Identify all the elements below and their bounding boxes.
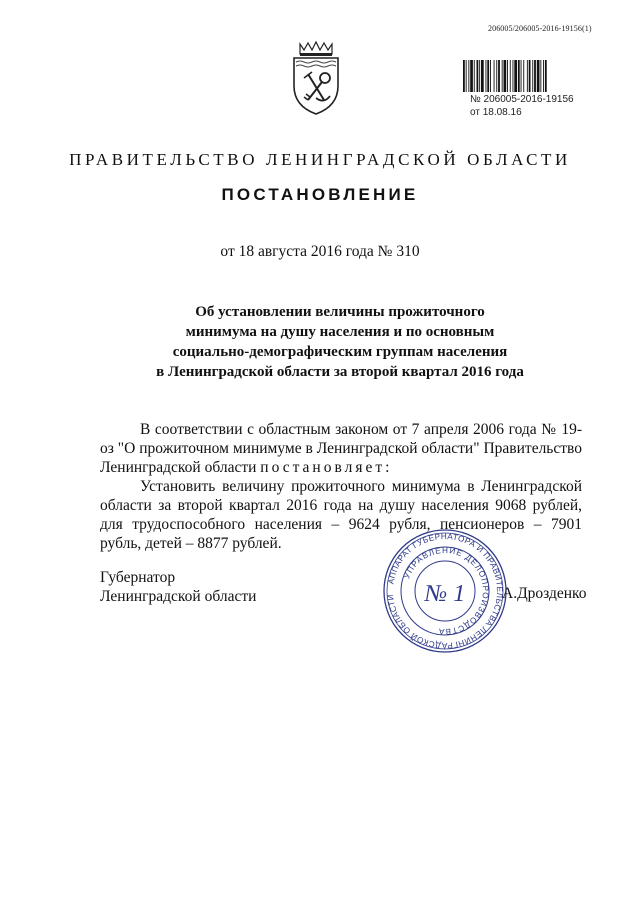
decree-verb: постановляет: bbox=[260, 459, 393, 476]
official-stamp-icon bbox=[382, 528, 508, 654]
paragraph-ruling: Установить величину прожиточного минимума в Ленинградской области за второй квартал 2016 года на душу населения 9068 рублей, для трудоспособного населения – 9624 рубля, пенсионеров – 7901 рубль, детей – 8877 рублей. bbox=[100, 478, 582, 552]
stamp-number: № 1 bbox=[424, 581, 466, 607]
title-line: минимума на душу населения и по основным bbox=[185, 324, 495, 340]
document-title bbox=[140, 302, 540, 382]
signatory-name: А.Дрозденко bbox=[502, 585, 587, 602]
document-type: ПОСТАНОВЛЕНИЕ bbox=[221, 185, 419, 204]
title-line: Об установлении величины прожиточного bbox=[195, 304, 485, 320]
decree-date: от 18 августа 2016 года № 310 bbox=[220, 243, 420, 260]
stamp-outer-text: АППАРАТ ГУБЕРНАТОРА И ПРАВИТЕЛЬСТВА ЛЕНИНГРАДСКОЙ ОБЛАСТИ bbox=[386, 531, 505, 651]
title-line: в Ленинградской области за второй квартал 2016 года bbox=[156, 364, 524, 380]
signatory-position bbox=[100, 568, 256, 606]
paragraph-preamble bbox=[100, 420, 582, 477]
registration-number: № 206005-2016-19156 bbox=[470, 94, 574, 105]
title-line: социально-демографическим группам населения bbox=[172, 344, 508, 360]
barcode-icon bbox=[462, 60, 584, 92]
document-body bbox=[100, 420, 582, 553]
registration-block bbox=[470, 93, 574, 119]
position-line: Губернатор bbox=[100, 569, 176, 586]
stamp-inner-text: УПРАВЛЕНИЕ ДЕЛОПРОИЗВОДСТВА bbox=[402, 545, 491, 637]
position-line: Ленинградской области bbox=[100, 588, 257, 605]
government-heading: ПРАВИТЕЛЬСТВО ЛЕНИНГРАДСКОЙ ОБЛАСТИ bbox=[69, 150, 571, 169]
registration-date: от 18.08.16 bbox=[470, 107, 522, 118]
document-id: 206005/206005-2016-19156(1) bbox=[488, 24, 592, 33]
preamble-text: В соответствии с областным законом от 7 апреля 2006 года № 19-оз "О прожиточном минимуме в Ленинградской области" Правительство Ленинградской области bbox=[100, 421, 582, 476]
coat-of-arms-icon bbox=[286, 40, 346, 116]
